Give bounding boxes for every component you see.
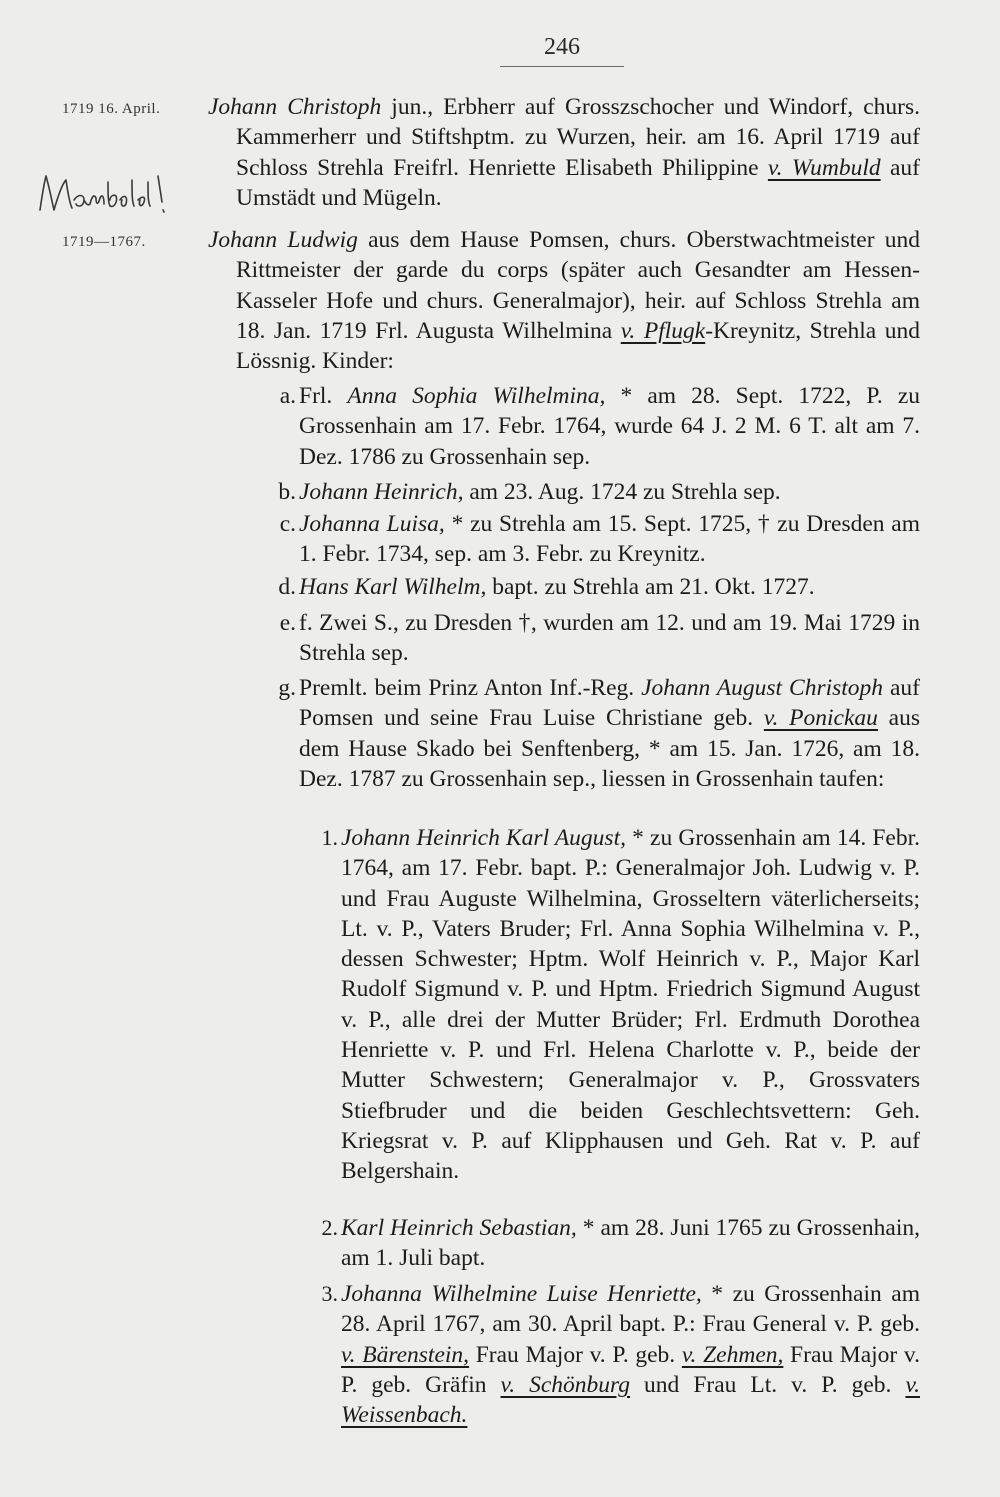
grandchild-3-text2: Frau Major v. P. geb. — [469, 1341, 682, 1368]
child-g-text3: aus dem Hause Skado bei Senftenberg, * am 15. Jan. 1726, am 18. Dez. 1787 zu Grossenhain sep., liessen in Grossenhain taufen: — [299, 705, 920, 792]
margin-date-2: 1719—1767. — [62, 234, 146, 250]
grandchild-label-2: 2. — [321, 1215, 338, 1240]
child-label-e: e. — [279, 610, 296, 636]
child-a-text: * am 28. Sept. 1722, P. zu Grossenhain am 17. Febr. 1764, wurde 64 J. 2 M. 6 T. alt am 7. Dez. 1786 zu Grossenhain sep. — [299, 383, 920, 470]
child-a-pre: Frl. — [299, 383, 348, 409]
page-number-rule — [500, 66, 624, 67]
child-d-text: bapt. zu Strehla am 21. Okt. 1727. — [486, 574, 815, 600]
grandchild-2-name: Karl Heinrich Sebastian, — [341, 1215, 577, 1241]
grandchild-label-3: 3. — [321, 1281, 338, 1306]
child-d — [299, 572, 920, 602]
child-b-name: Johann Heinrich, — [299, 479, 464, 505]
grandchild-3 — [341, 1279, 920, 1430]
entry-johann-christoph — [208, 92, 920, 213]
child-d-name: Hans Karl Wilhelm, — [299, 574, 487, 600]
grandchild-label-1: 1. — [321, 825, 338, 850]
child-g-name: Johann August Christoph — [641, 675, 884, 701]
grandchild-3-text1: * zu Grossenhain am 28. April 1767, am 30. April bapt. P.: Frau General v. P. geb. — [341, 1281, 920, 1338]
child-ef — [299, 608, 920, 669]
grandchild-3-text4: und Frau Lt. v. P. geb. — [630, 1371, 906, 1398]
child-g-text2: auf Pomsen und seine Frau Luise Christiane geb. — [299, 675, 920, 732]
grandchild-3-text3: Frau Major v. P. geb. Gräfin — [341, 1341, 920, 1398]
child-label-b: b. — [278, 479, 296, 505]
margin-date-1: 1719 16. April. — [62, 101, 161, 117]
grandchild-1-name: Johann Heinrich Karl August, — [341, 825, 626, 851]
child-label-d: d. — [278, 574, 296, 600]
entry2-name: Johann Ludwig — [208, 227, 358, 253]
entry1-text2: auf Umstädt und Mügeln. — [236, 154, 920, 211]
grandchild-3-spouse-2: v. Zehmen, — [681, 1341, 784, 1368]
child-ef-text: f. Zwei S., zu Dresden †, wurden am 12. und am 19. Mai 1729 in Strehla sep. — [299, 610, 920, 667]
child-label-g: g. — [278, 675, 296, 701]
grandchild-2 — [341, 1213, 920, 1274]
child-b-text: am 23. Aug. 1724 zu Strehla sep. — [463, 479, 781, 505]
page-number: 246 — [544, 34, 580, 60]
child-c — [299, 509, 920, 570]
child-label-c: c. — [279, 511, 296, 537]
entry2-spouse: v. Pflugk — [620, 317, 706, 344]
grandchild-2-text: * am 28. Juni 1765 zu Grossenhain, am 1. Juli bapt. — [341, 1215, 920, 1272]
child-a-name: Anna Sophia Wilhelmina, — [347, 383, 606, 409]
entry1-name: Johann Christoph — [208, 94, 382, 120]
grandchild-1 — [341, 823, 920, 1187]
grandchild-3-spouse-3: v. Schönburg — [500, 1371, 631, 1398]
entry2-text1: aus dem Hause Pomsen, churs. Oberstwachtmeister und Rittmeister der garde du corps (später auch Gesandter am Hessen-Kasseler Hofe und churs. Generalmajor), heir. auf Schloss Strehla am 18. Jan. 1719 Frl. Augusta Wilhelmina — [236, 227, 920, 344]
grandchild-3-spouse-1: v. Bärenstein, — [341, 1341, 470, 1368]
grandchild-3-spouse-4: v. Weissenbach. — [341, 1371, 920, 1429]
child-g — [299, 673, 920, 794]
child-g-text1: Premlt. beim Prinz Anton Inf.-Reg. — [299, 675, 642, 701]
child-label-a: a. — [279, 383, 296, 409]
child-b — [299, 477, 920, 507]
entry1-text1: jun., Erbherr auf Grosszschocher und Windorf, churs. Kammerherr und Stiftshptm. zu Wurzen, heir. am 16. April 1719 auf Schloss Strehla Freifrl. Henriette Elisabeth Philippine — [236, 94, 920, 181]
entry1-spouse: v. Wumbuld — [767, 154, 881, 181]
grandchild-3-name: Johanna Wilhelmine Luise Henriette, — [341, 1281, 702, 1307]
child-a — [299, 381, 920, 472]
child-g-spouse: v. Ponickau — [763, 705, 878, 732]
handwritten-note — [32, 166, 182, 226]
entry-johann-ludwig — [208, 225, 921, 376]
child-c-name: Johanna Luisa, — [299, 511, 445, 537]
child-c-text: * zu Strehla am 15. Sept. 1725, † zu Dresden am 1. Febr. 1734, sep. am 3. Febr. zu Kreynitz. — [299, 511, 920, 568]
grandchild-1-text: * zu Grossenhain am 14. Febr. 1764, am 17. Febr. bapt. P.: Generalmajor Joh. Ludwig v. P. und Frau Auguste Wilhelmina, Grosseltern väterlicherseits; Lt. v. P., Vaters Bruder; Frl. Anna Sophia Wilhelmina v. P., dessen Schwester; Hptm. Wolf Heinrich v. P., Major Karl Rudolf Sigmund v. P. und Hptm. Friedrich Sigmund August v. P., alle drei der Mutter Brüder; Frl. Erdmuth Dorothea Henriette v. P. und Frl. Helena Charlotte v. P., beide der Mutter Schwestern; Generalmajor v. P., Grossvaters Stiefbruder und die beiden Geschlechtsvettern: Geh. Kriegsrat v. P. auf Klipphausen und Geh. Rat v. P. auf Belgershain. — [341, 825, 920, 1185]
entry2-text2: -Kreynitz, Strehla und Lössnig. Kinder: — [236, 317, 921, 375]
